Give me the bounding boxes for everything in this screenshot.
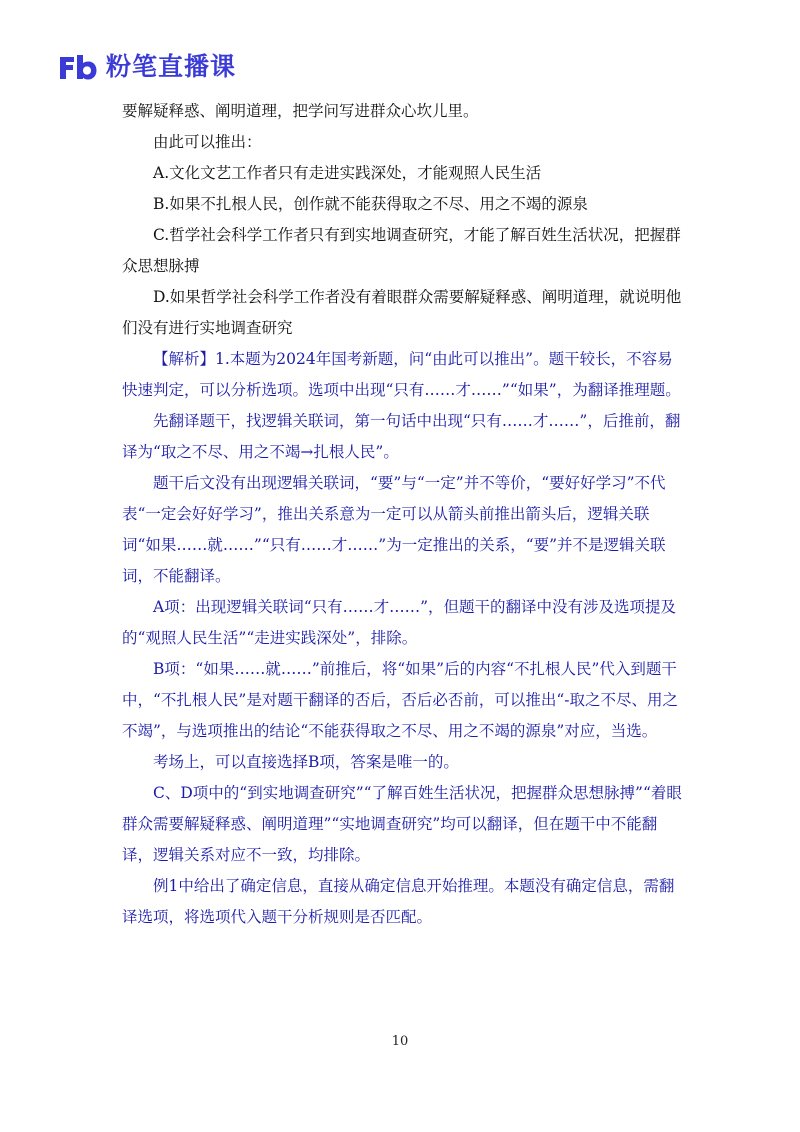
analysis-option-a: A项：出现逻辑关联词“只有……才……”，但题干的翻译中没有涉及选项提及的“观照人民生活”“走进实践深处”，排除。 xyxy=(122,598,677,647)
option-a: A.文化文艺工作者只有走进实践深处，才能观照人民生活 xyxy=(153,164,542,182)
analysis-paragraph: 先翻译题干，找逻辑关联词，第一句话中出现“只有……才……”，后推前，翻译为“取之不尽、用之不竭→扎根人民”。 xyxy=(122,412,681,461)
option-b: B.如果不扎根人民，创作就不能获得取之不尽、用之不竭的源泉 xyxy=(153,195,588,213)
brand-logo xyxy=(58,50,236,84)
brand-name: 粉笔直播课 xyxy=(106,52,237,81)
option-c: C.哲学社会科学工作者只有到实地调查研究，才能了解百姓生活状况，把握群众思想脉搏 xyxy=(122,226,681,275)
fb-logo-icon xyxy=(58,53,98,81)
analysis-summary: 例1中给出了确定信息，直接从确定信息开始推理。本题没有确定信息，需翻译选项，将选项代入题干分析规则是否匹配。 xyxy=(122,877,675,926)
question-stem: 由此可以推出： xyxy=(153,133,262,151)
analysis-exam-tip: 考场上，可以直接选择B项，答案是唯一的。 xyxy=(153,753,459,771)
page-number: 10 xyxy=(391,1034,409,1049)
analysis-option-b: B项：“如果……就……”前推后，将“如果”后的内容“不扎根人民”代入到题干中，“不扎根人民”是对题干翻译的否后，否后必否前，可以推出“-取之不尽、用之不竭”，与选项推出的结论“不能获得取之不尽、用之不竭的源泉”对应，当选。 xyxy=(122,660,679,740)
analysis-intro: 【解析】1.本题为2024年国考新题，问“由此可以推出”。题干较长，不容易快速判定，可以分析选项。选项中出现“只有……才……”“如果”，为翻译推理题。 xyxy=(122,350,681,399)
analysis-paragraph: 题干后文没有出现逻辑关联词，“要”与“一定”并不等价，“要好好学习”不代表“一定会好好学习”，推出关系意为一定可以从箭头前推出箭头后，逻辑关联词“如果……就……”“只有……才……”为一定推出的关系，“要”并不是逻辑关联词，不能翻译。 xyxy=(122,474,666,585)
continuation-text: 要解疑释惑、阐明道理，把学问写进群众心坎儿里。 xyxy=(122,102,479,120)
option-d: D.如果哲学社会科学工作者没有着眼群众需要解疑释惑、阐明道理，就说明他们没有进行实地调查研究 xyxy=(122,288,682,337)
analysis-option-cd: C、D项中的“到实地调查研究”“了解百姓生活状况，把握群众思想脉搏”“着眼群众需要解疑释惑、阐明道理”“实地调查研究”均可以翻译，但在题干中不能翻译，逻辑关系对应不一致，均排除。 xyxy=(122,784,682,864)
document-body xyxy=(122,96,682,933)
